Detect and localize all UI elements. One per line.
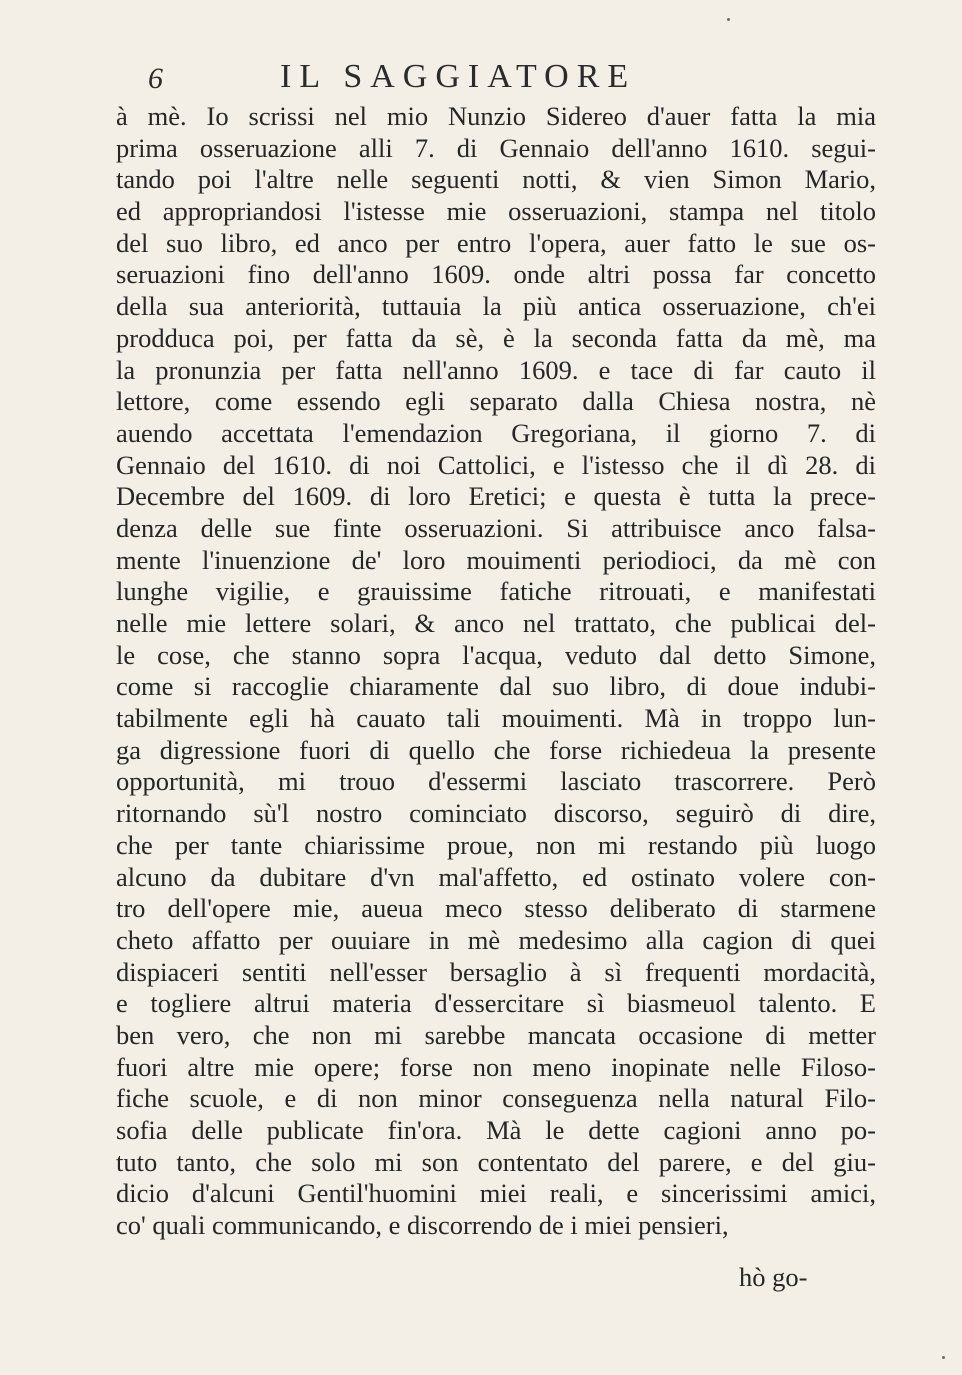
text-line: della sua anteriorità, tuttauia la più antica osseruazione, ch'ei (116, 291, 876, 322)
text-line: sofia delle publicate fin'ora. Mà le dette cagioni anno po- (116, 1115, 876, 1145)
text-line: tro dell'opere mie, aueua meco stesso deliberato di starmene (116, 893, 876, 924)
catchword: hò go- (739, 1262, 808, 1292)
body-text (116, 101, 876, 1242)
text-line: mente l'inuenzione de' loro mouimenti periodioci, da mè con (116, 544, 876, 575)
text-line: ritornando sù'l nostro cominciato discorso, seguirò di dire, (116, 798, 876, 829)
page-number: 6 (148, 62, 163, 95)
text-line: dispiaceri sentiti nell'esser bersaglio à sì frequenti mordacità, (116, 956, 876, 987)
text-line: Gennaio del 1610. di noi Cattolici, e l'istesso che il dì 28. di (116, 449, 876, 480)
text-line: à mè. Io scrissi nel mio Nunzio Sidereo d'auer fatta la mia (116, 101, 876, 131)
running-title: IL SAGGIATORE (280, 58, 637, 95)
text-line: la pronunzia per fatta nell'anno 1609. e tace di far cauto il (116, 354, 876, 385)
text-line: prodduca poi, per fatta da sè, è la seconda fatta da mè, ma (116, 322, 876, 353)
text-line: le cose, che stanno sopra l'acqua, veduto dal detto Simone, (116, 639, 876, 670)
text-line: del suo libro, ed anco per entro l'opera, auer fatto le sue os- (116, 227, 876, 258)
paper-speck (942, 1356, 945, 1359)
text-line: auendo accettata l'emendazion Gregoriana, il giorno 7. di (116, 417, 876, 448)
text-line: alcuno da dubitare d'vn mal'affetto, ed ostinato volere con- (116, 861, 876, 892)
text-line: tuto tanto, che solo mi son contentato del parere, e del giu- (116, 1146, 876, 1177)
text-line: denza delle sue finte osseruazioni. Si attribuisce anco falsa- (116, 512, 876, 543)
text-line: fiche scuole, e di non minor conseguenza nella natural Filo- (116, 1083, 876, 1114)
text-line: ben vero, che non mi sarebbe mancata occasione di metter (116, 1019, 876, 1050)
text-line: come si raccoglie chiaramente dal suo libro, di doue indubi- (116, 671, 876, 702)
page-header (148, 56, 848, 100)
text-line: tabilmente egli hà cauato tali mouimenti. Mà in troppo lun- (116, 703, 876, 734)
text-line: tando poi l'altre nelle seguenti notti, & vien Simon Mario, (116, 164, 876, 195)
text-line: e togliere altrui materia d'essercitare sì biasmeuol talento. E (116, 988, 876, 1019)
text-line: che per tante chiarissime proue, non mi restando più luogo (116, 829, 876, 860)
paper-speck (727, 18, 730, 21)
text-line: prima osseruazione alli 7. di Gennaio dell'anno 1610. segui- (116, 132, 876, 163)
text-line: ga digressione fuori di quello che forse richiedeua la presente (116, 734, 876, 765)
text-line: dicio d'alcuni Gentil'huomini miei reali, e sincerissimi amici, (116, 1178, 876, 1209)
text-line: lettore, come essendo egli separato dalla Chiesa nostra, nè (116, 386, 876, 417)
text-line: fuori altre mie opere; forse non meno inopinate nelle Filoso- (116, 1051, 876, 1082)
text-line: opportunità, mi trouo d'essermi lasciato trascorrere. Però (116, 766, 876, 797)
text-line: Decembre del 1609. di loro Eretici; e questa è tutta la prece- (116, 481, 876, 512)
text-line: cheto affatto per ouuiare in mè medesimo alla cagion di quei (116, 924, 876, 955)
text-line: lunghe vigilie, e grauissime fatiche ritrouati, e manifestati (116, 576, 876, 607)
text-line: nelle mie lettere solari, & anco nel trattato, che publicai del- (116, 608, 876, 638)
text-line: ed appropriandosi l'istesse mie osseruazioni, stampa nel titolo (116, 196, 876, 227)
text-line: seruazioni fino dell'anno 1609. onde altri possa far concetto (116, 259, 876, 290)
text-line: co' quali communicando, e discorrendo de i miei pensieri, (116, 1210, 729, 1241)
